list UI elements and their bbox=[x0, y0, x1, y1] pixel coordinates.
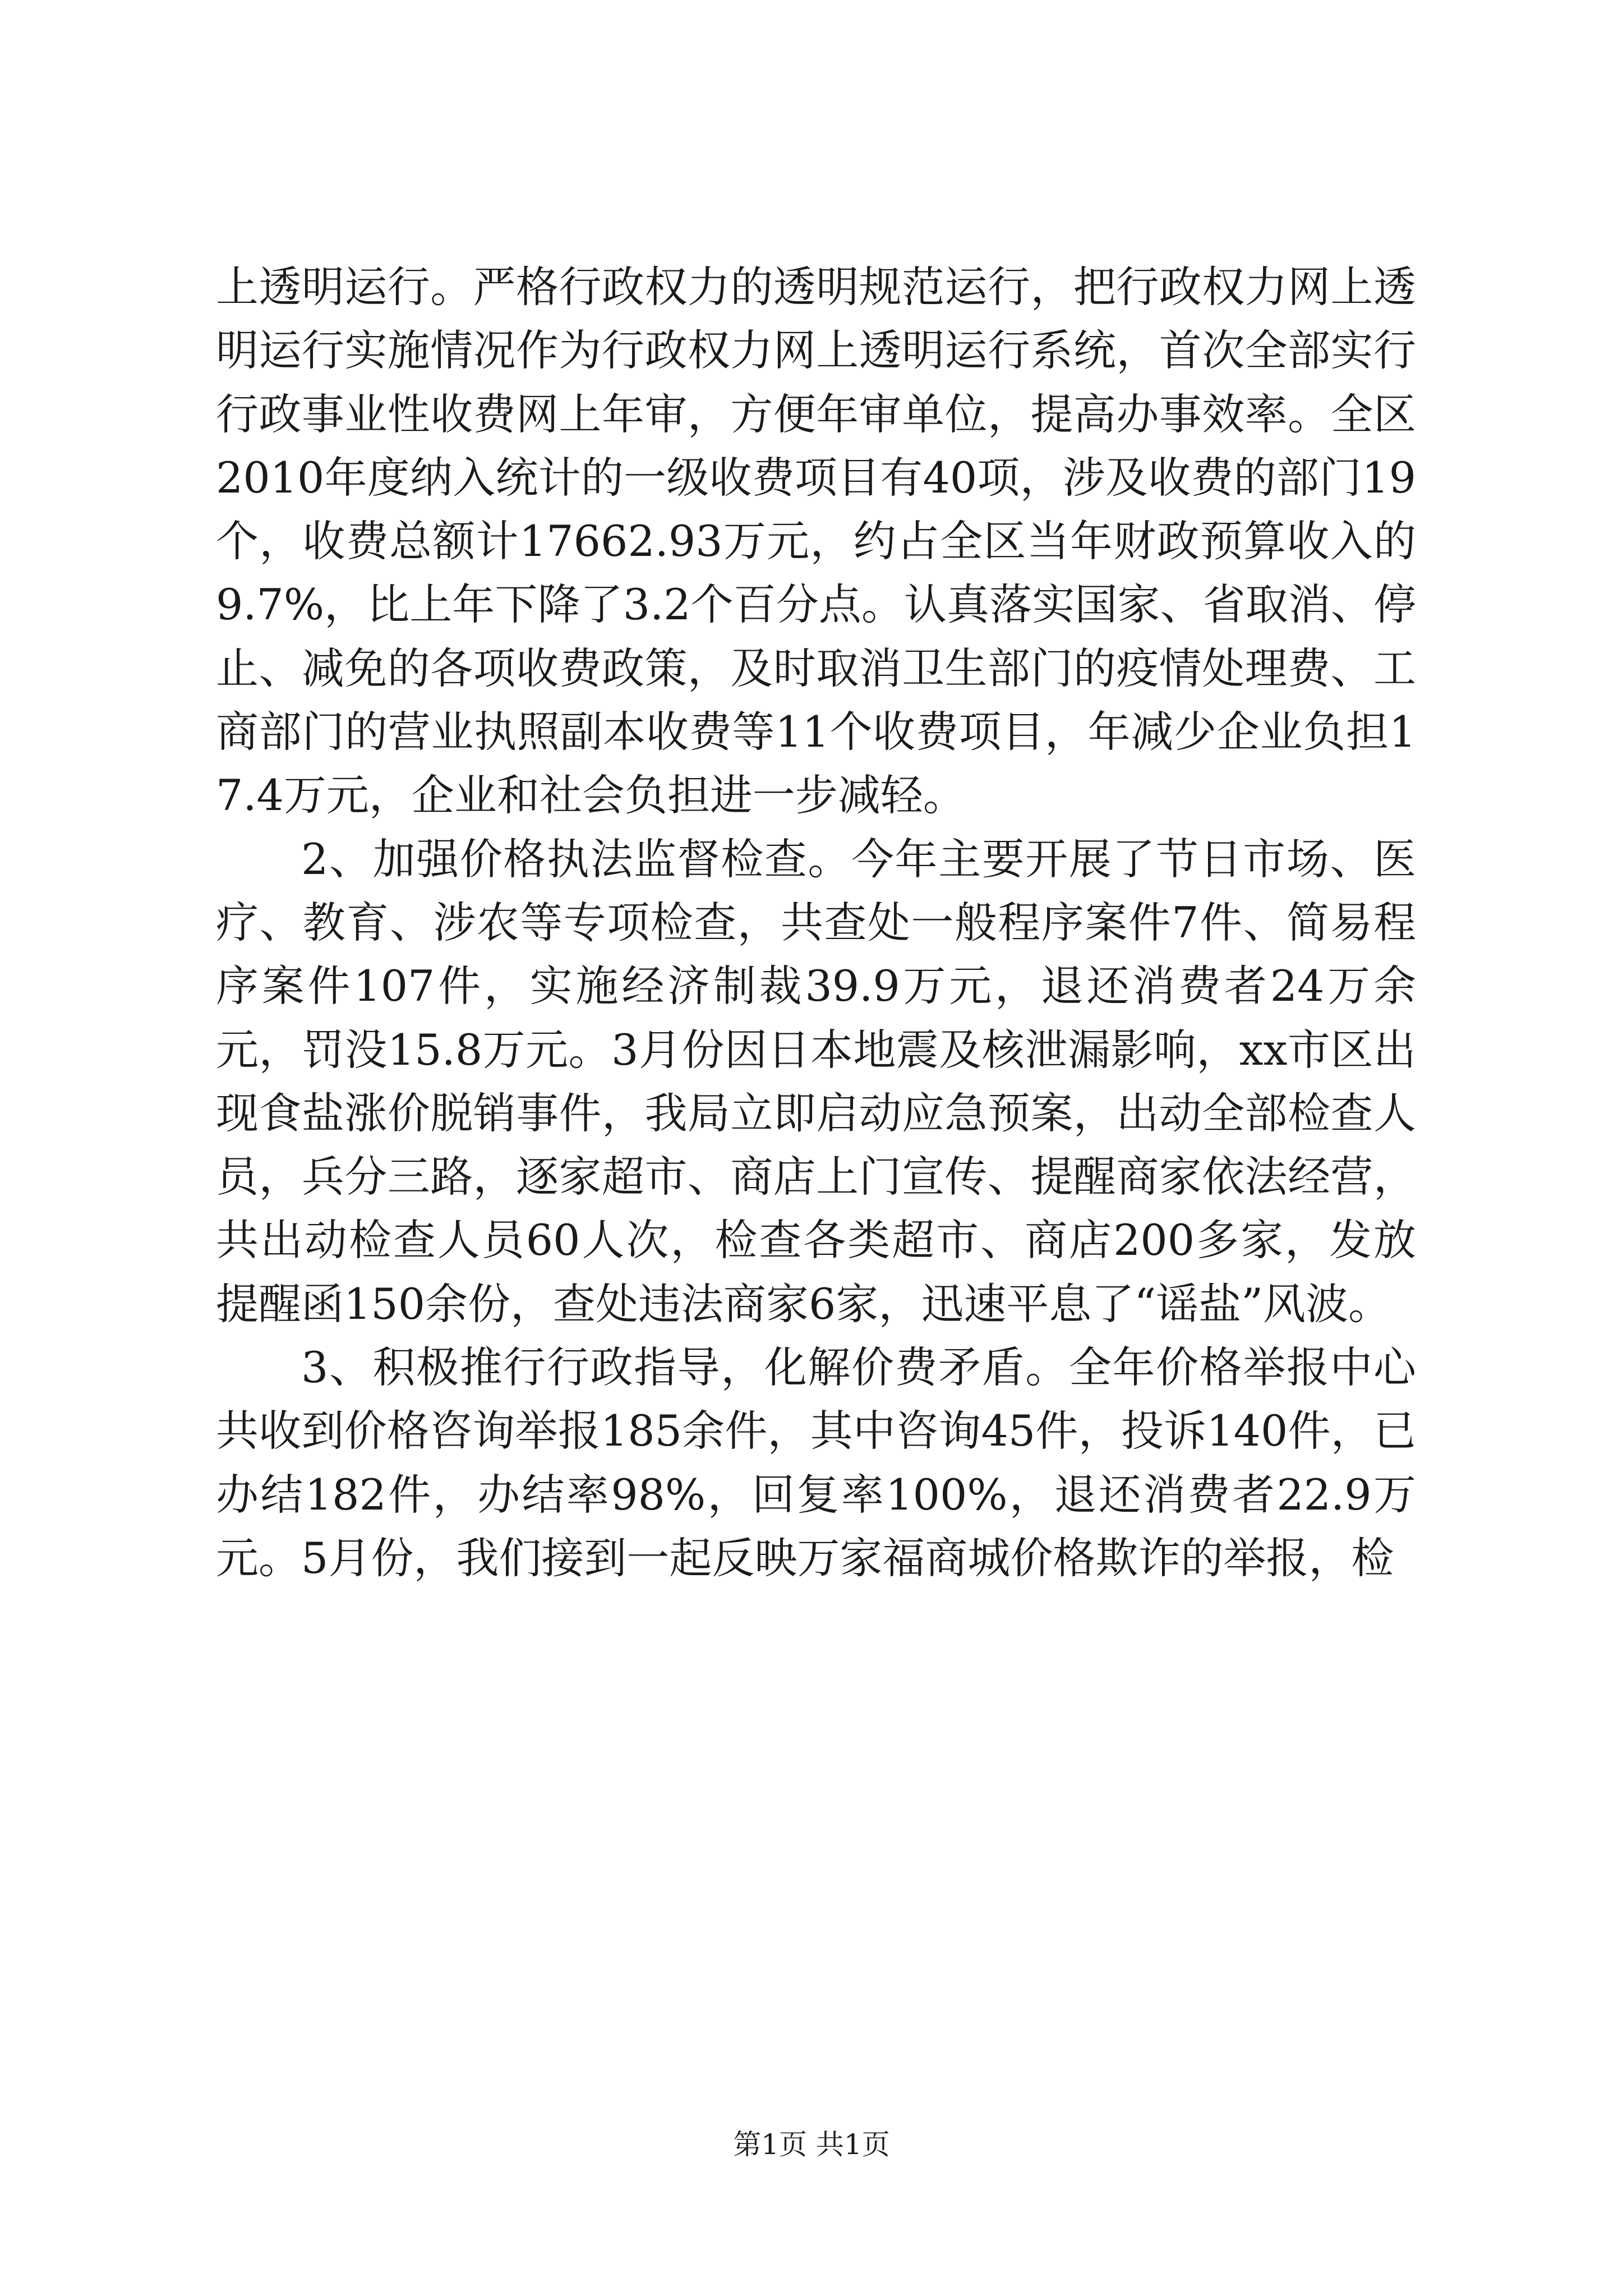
paragraph-2: 2、加强价格执法监督检查。今年主要开展了节日市场、医疗、教育、涉农等专项检查，共查处一般程序案件7件、简易程序案件107件，实施经济制裁39.9万元，退还消费者24万余元，罚没15.8万元。3月份因日本地震及核泄漏影响，xx市区出现食盐涨价脱销事件，我局立即启动应急预案，出动全部检查人员，兵分三路，逐家超市、商店上门宣传、提醒商家依法经营，共出动检查人员60人次，检查各类超市、商店200多家，发放提醒函150余份，查处违法商家6家，迅速平息了“谣盐”风波。 bbox=[216, 834, 1416, 1329]
page-number-footer: 第1页 共1页 bbox=[733, 2128, 890, 2161]
paragraph-3: 3、积极推行行政指导，化解价费矛盾。全年价格举报中心共收到价格咨询举报185余件，其中咨询45件，投诉140件，已办结182件，办结率98%，回复率100%，退还消费者22.9万元。5月份，我们接到一起反映万家福商城价格欺诈的举报，检 bbox=[216, 1342, 1416, 1583]
paragraph-1: 上透明运行。严格行政权力的透明规范运行，把行政权力网上透明运行实施情况作为行政权力网上透明运行系统，首次全部实行行政事业性收费网上年审，方便年审单位，提高办事效率。全区2010年度纳入统计的一级收费项目有40项，涉及收费的部门19个，收费总额计17662.93万元，约占全区当年财政预算收入的9.7%，比上年下降了3.2个百分点。认真落实国家、省取消、停止、减免的各项收费政策，及时取消卫生部门的疫情处理费、工商部门的营业执照副本收费等11个收费项目，年减少企业负担17.4万元，企业和社会负担进一步减轻。 bbox=[216, 262, 1416, 821]
document-body bbox=[216, 255, 1416, 1590]
